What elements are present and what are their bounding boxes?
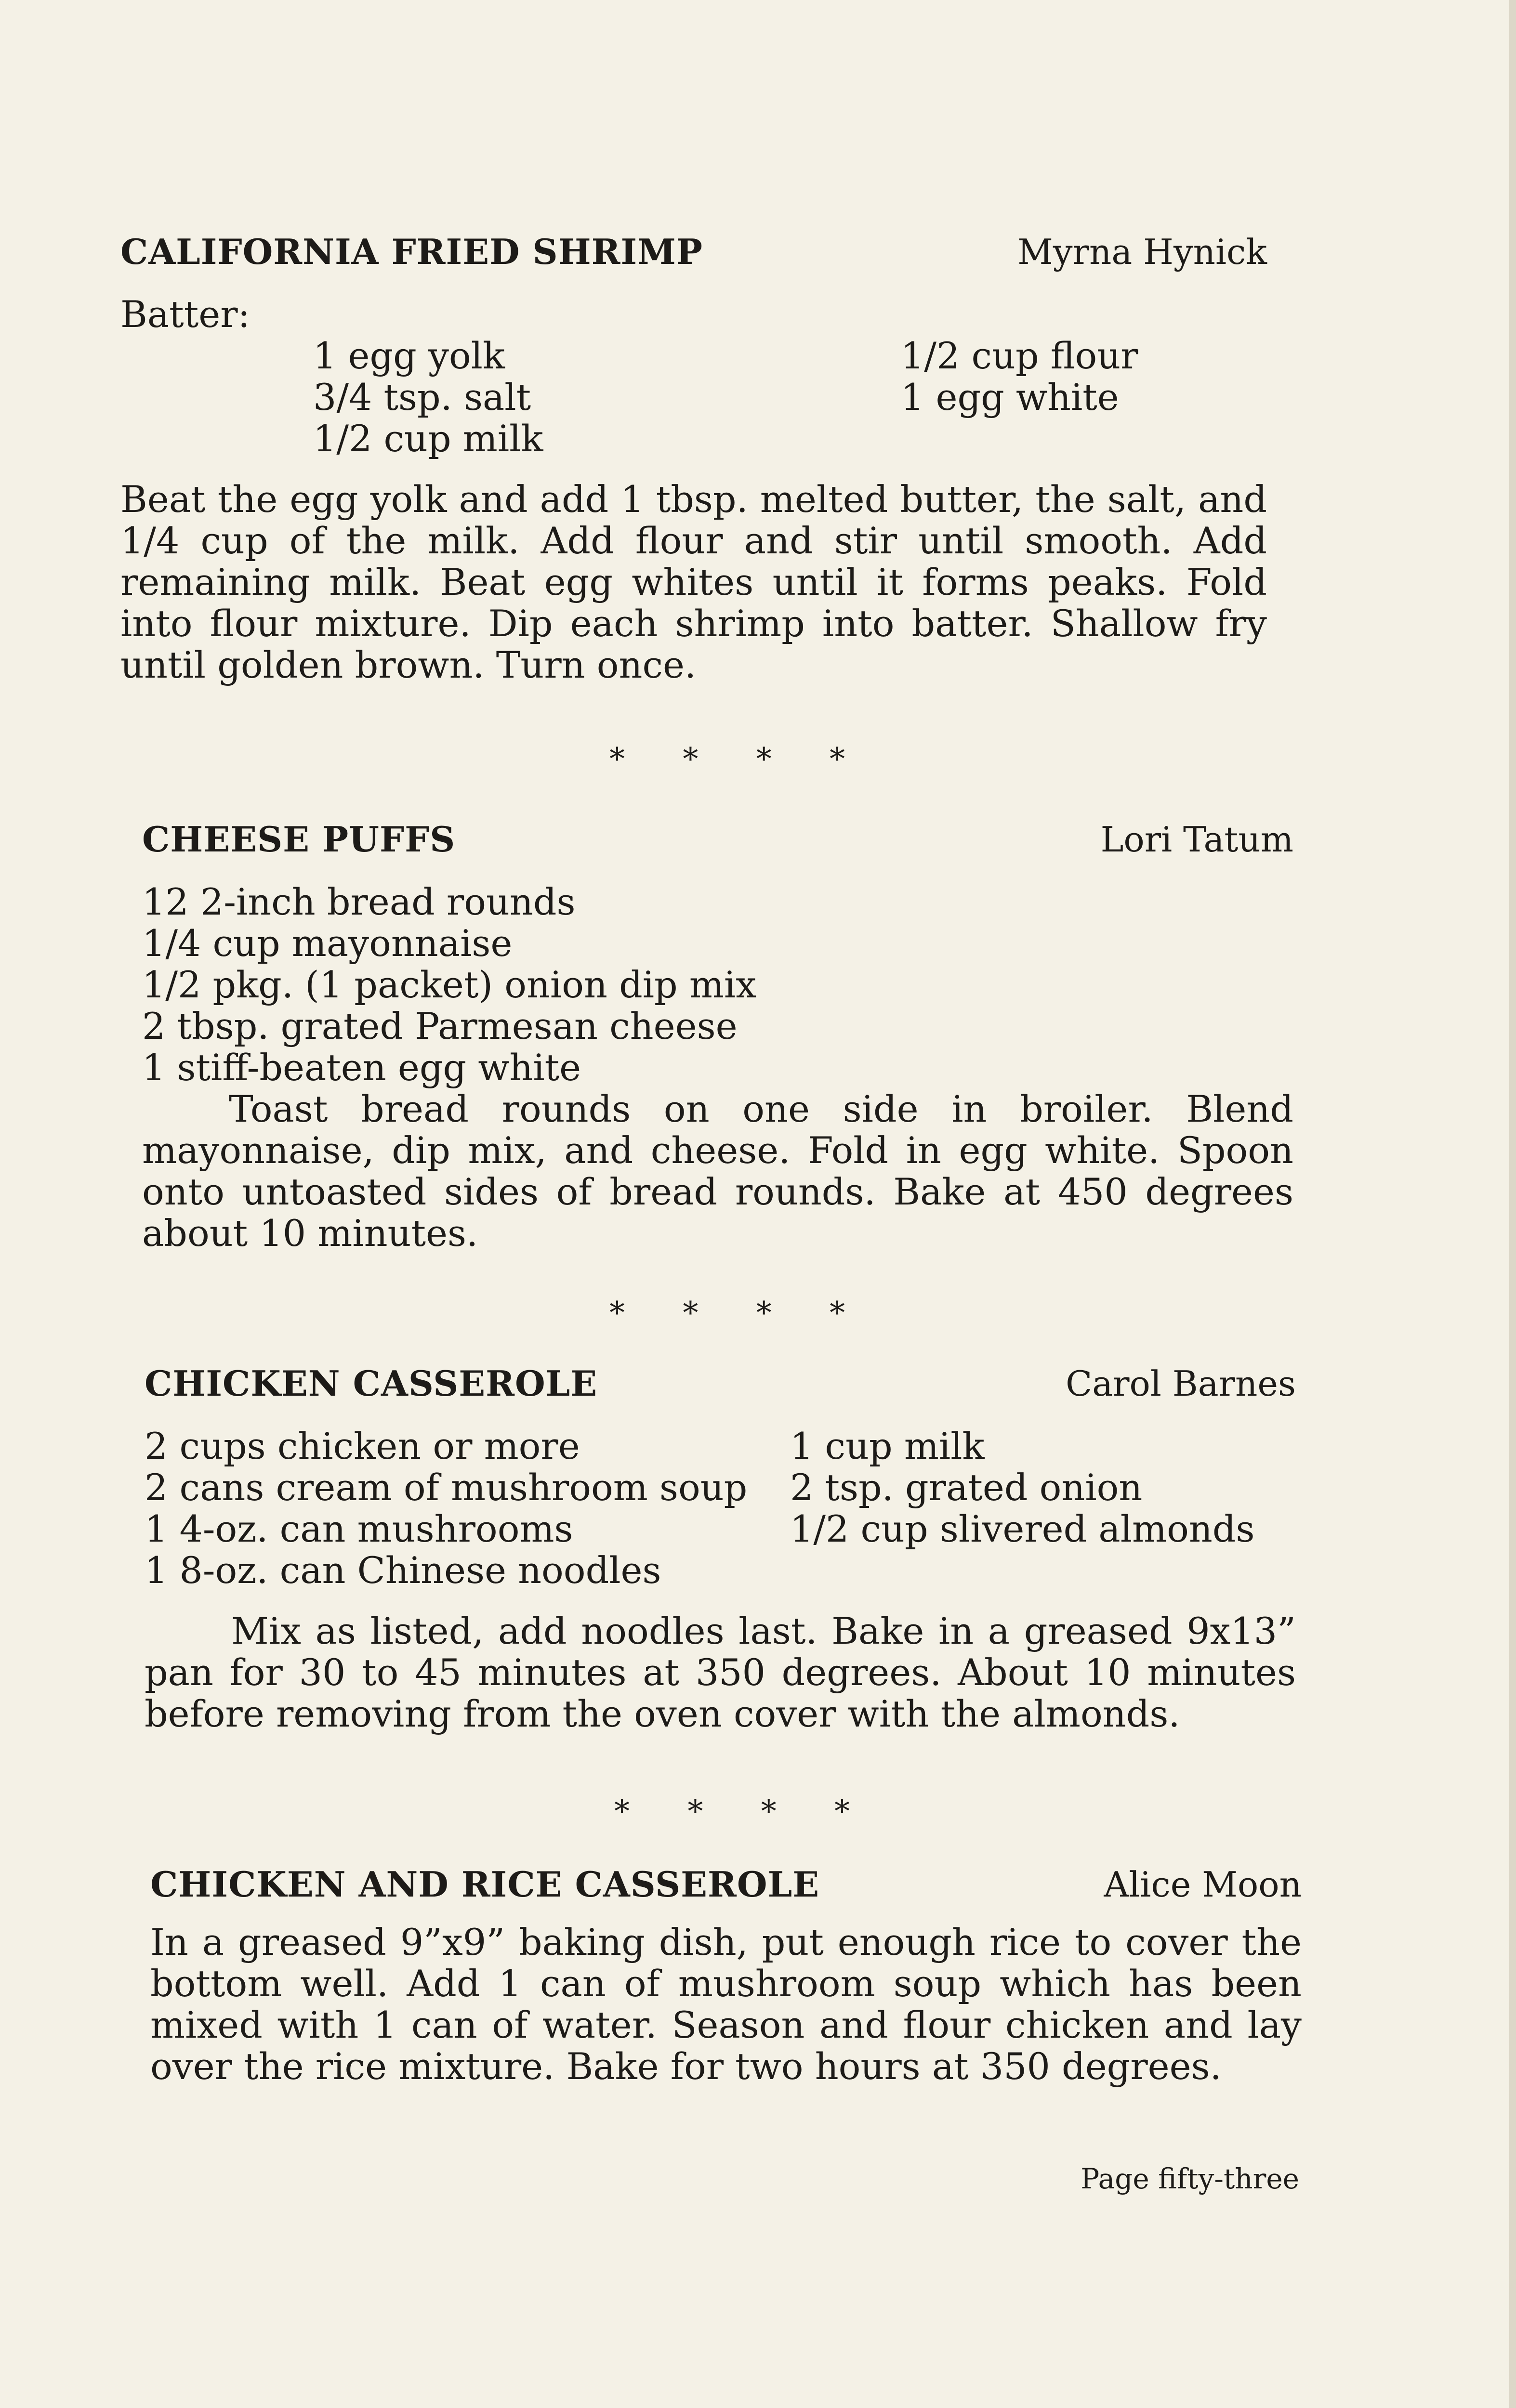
recipe-author: Lori Tatum	[1100, 819, 1293, 860]
ingredients-right	[901, 335, 1383, 459]
recipe-directions: Mix as listed, add noodles last. Bake in a greased 9x13” pan for 30 to 45 minutes at 350 degrees. About 10 minutes before removing from the oven cover with the almonds.	[145, 1610, 1296, 1735]
ingredient: 1/2 pkg. (1 packet) onion dip mix	[142, 963, 757, 1006]
recipe-title: CALIFORNIA FRIED SHRIMP	[120, 231, 703, 272]
recipe-header	[142, 819, 1293, 872]
recipe-header	[150, 1864, 1302, 1917]
recipe-chicken-and-rice-casserole	[150, 1864, 1302, 2087]
page-edge	[1509, 0, 1516, 2408]
ingredient: 1/2 cup flour	[901, 334, 1138, 377]
ingredient: 2 tbsp. grated Parmesan cheese	[142, 1005, 738, 1047]
page-number: Page fifty-three	[1081, 2162, 1299, 2195]
ingredients-left	[145, 1426, 790, 1591]
batter-label: Batter:	[120, 293, 250, 336]
recipe-directions: Toast bread rounds on one side in broiler. Blend mayonnaise, dip mix, and cheese. Fold in egg white. Spoon onto untoasted sides of bread rounds. Bake at 450 degrees about 10 minutes.	[142, 1087, 1293, 1255]
separator-stars: * * * *	[609, 1296, 870, 1331]
ingredient: 2 tsp. grated onion	[790, 1466, 1143, 1509]
separator-stars: * * * *	[614, 1794, 874, 1830]
recipe-author: Myrna Hynick	[1017, 232, 1267, 272]
ingredient: 2 cups chicken or more	[145, 1425, 580, 1467]
recipe-cheese-puffs	[142, 819, 1293, 1254]
recipe-california-fried-shrimp	[120, 231, 1267, 686]
recipe-header	[145, 1363, 1296, 1416]
recipe-title: CHEESE PUFFS	[142, 819, 456, 860]
recipe-chicken-casserole	[145, 1363, 1296, 1735]
recipe-title: CHICKEN AND RICE CASSEROLE	[150, 1864, 820, 1905]
ingredient-columns	[313, 335, 1267, 459]
ingredients-left	[313, 335, 901, 459]
ingredient: 2 cans cream of mushroom soup	[145, 1466, 748, 1509]
recipe-directions: Beat the egg yolk and add 1 tbsp. melted butter, the salt, and 1/4 cup of the milk. Add flour and stir until smooth. Add remaining milk. Beat egg whites until it forms peaks. Fold into flour mixture. Dip each shrimp into batter. Shallow fry until golden brown. Turn once.	[120, 478, 1267, 686]
ingredient: 1 egg yolk	[313, 334, 505, 377]
ingredient: 1 stiff-beaten egg white	[142, 1046, 581, 1089]
ingredient-list	[142, 881, 1293, 1088]
ingredient: 1/4 cup mayonnaise	[142, 922, 513, 965]
ingredients-right	[790, 1426, 1272, 1591]
ingredient: 3/4 tsp. salt	[313, 376, 531, 419]
ingredient: 12 2-inch bread rounds	[142, 880, 576, 923]
ingredient: 1 4-oz. can mushrooms	[145, 1507, 573, 1550]
ingredient: 1/2 cup milk	[313, 417, 543, 460]
ingredient: 1 cup milk	[790, 1425, 985, 1467]
recipe-author: Carol Barnes	[1066, 1363, 1296, 1404]
recipe-header	[120, 231, 1267, 284]
recipe-directions: In a greased 9”x9” baking dish, put enough rice to cover the bottom well. Add 1 can of mushroom soup which has been mixed with 1 can of water. Season and flour chicken and lay over the rice mixture. Bake for two hours at 350 degrees.	[150, 1921, 1302, 2088]
recipe-title: CHICKEN CASSEROLE	[145, 1363, 598, 1404]
ingredient: 1 egg white	[901, 376, 1119, 419]
recipe-author: Alice Moon	[1104, 1864, 1302, 1905]
ingredient-columns	[145, 1426, 1296, 1591]
ingredient: 1 8-oz. can Chinese noodles	[145, 1549, 661, 1592]
separator-stars: * * * *	[609, 742, 870, 777]
ingredient: 1/2 cup slivered almonds	[790, 1507, 1255, 1550]
